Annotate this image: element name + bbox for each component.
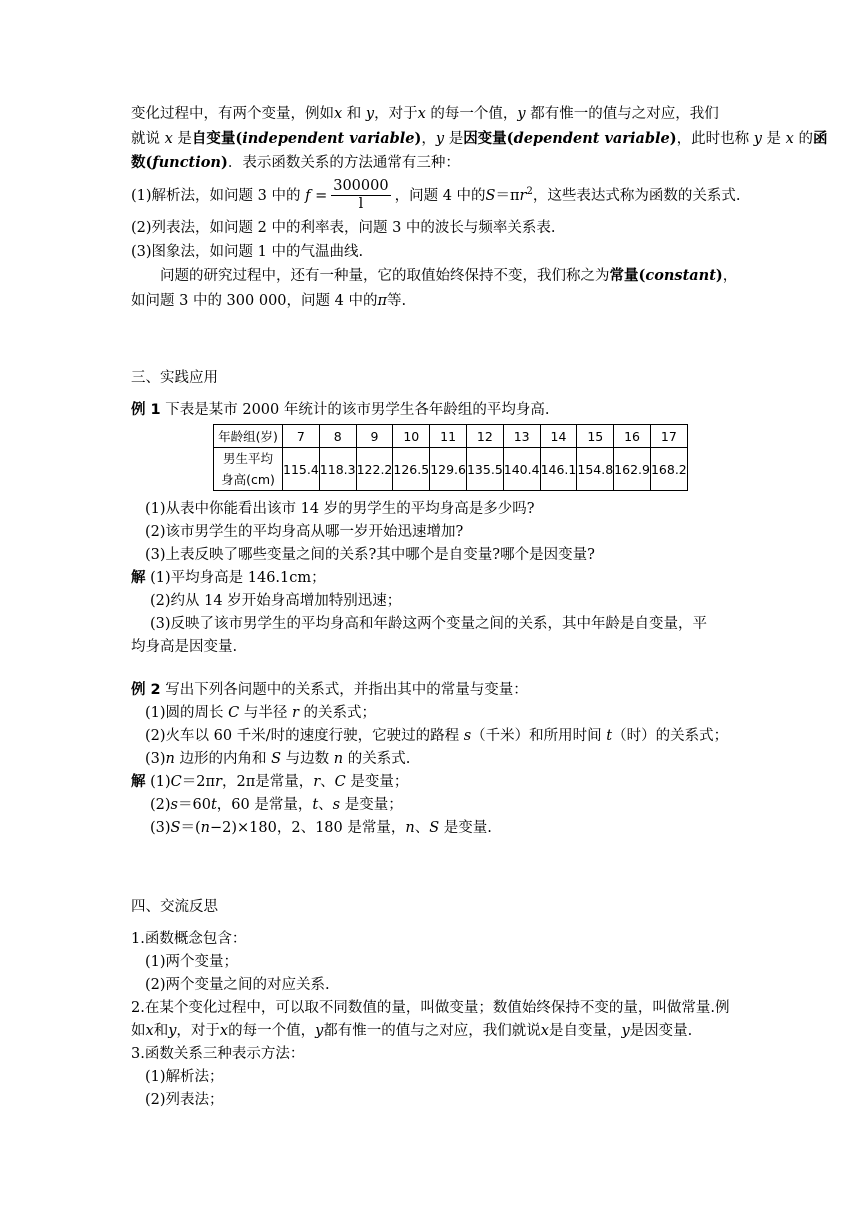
age-cell: 10 [393,425,430,448]
height-cell: 154.8 [577,448,614,491]
height-cell: 118.3 [319,448,356,491]
example-1-answer-1: 解 (1)平均身高是 146.1cm； [131,570,326,586]
table-row [214,425,688,448]
age-cell: 7 [283,425,320,448]
example-1-line: 例 1 下表是某市 2000 年统计的该市男学生各年龄组的平均身高. [131,402,550,418]
fraction: $\frac{300000}{l}$ [333,178,389,213]
constant-line-1: 问题的研究过程中，还有一种量，它的取值始终保持不变，我们称之为常量(constant)， [160,267,738,284]
age-cell: 12 [466,425,503,448]
summary-2-line-2: 如x和y，对于x的每一个值，y都有惟一的值与之对应，我们就说x是自变量，y是因变量. [131,1023,693,1039]
height-cell: 135.5 [466,448,503,491]
height-cell: 115.4 [283,448,320,491]
solution-label: 解 [131,570,146,586]
example-1-question-1: (1)从表中你能看出该市 14 岁的男学生的平均身高是多少吗? [145,501,535,517]
example-1-question-2: (2)该市男学生的平均身高从哪一岁开始迅速增加? [145,524,464,540]
example-2-question-3: (3)n 边形的内角和 S 与边数 n 的关系式. [145,751,411,767]
example-1-answer-2: (2)约从 14 岁开始身高增加特别迅速； [150,593,402,609]
height-cell: 122.2 [356,448,393,491]
example-2-answer-3: (3)S＝(n−2)×180，2、180 是常量，n、S 是变量. [150,820,492,836]
height-cell: 162.9 [614,448,651,491]
example-2-question-1: (1)圆的周长 C 与半径 r 的关系式； [145,705,377,721]
age-cell: 14 [540,425,577,448]
age-header-cell: 年龄组(岁) [214,425,283,448]
height-cell: 129.6 [430,448,467,491]
age-cell: 16 [614,425,651,448]
section-3-title: 三、实践应用 [131,370,218,386]
age-cell: 15 [577,425,614,448]
example-1-answer-3: (3)反映了该市男学生的平均身高和年龄这两个变量之间的关系，其中年龄是自变量，平 [150,616,708,632]
section-4-title: 四、交流反思 [131,899,218,915]
summary-1b: (2)两个变量之间的对应关系. [145,977,330,993]
height-cell: 140.4 [503,448,540,491]
height-cell: 126.5 [393,448,430,491]
height-cell: 146.1 [540,448,577,491]
method-2-line: (2)列表法，如问题 2 中的利率表，问题 3 中的波长与频率关系表. [131,220,556,236]
height-cell: 168.2 [650,448,687,491]
example-2-answer-1: 解 (1)C＝2πr，2π是常量，r、C 是变量； [131,774,409,790]
age-cell: 8 [319,425,356,448]
solution-label: 解 [131,774,146,790]
example-2-line: 例 2 写出下列各问题中的关系式，并指出其中的常量与变量： [131,682,528,698]
intro-line-1: 变化过程中，有两个变量，例如x 和 y，对于x 的每一个值，y 都有惟一的值与之对应，我们 [131,106,719,122]
example-2-label: 例 2 [131,682,161,698]
method-3-line: (3)图象法，如问题 1 中的气温曲线. [131,244,364,260]
intro-line-2: 就说 x 是自变量(independent variable)，y 是因变量(dependent variable)，此时也称 y 是 x 的函 [131,130,828,147]
term-constant: 常量(constant) [609,267,723,284]
example-2-question-2: (2)火车以 60 千米/时的速度行驶，它驶过的路程 s（千米）和所用时间 t（时）的关系式； [145,728,729,744]
table-row [214,448,688,491]
term-independent-variable: 自变量(independent variable) [191,130,422,147]
age-cell: 11 [430,425,467,448]
example-2-answer-2: (2)s＝60t，60 是常量，t、s 是变量； [150,797,403,813]
example-1-label: 例 1 [131,402,161,418]
summary-3: 3.函数关系三种表示方法： [131,1046,305,1062]
constant-line-2: 如问题 3 中的 300 000，问题 4 中的π等. [131,293,407,309]
height-header-cell: 男生平均 身高(cm) [214,448,283,491]
term-function: 数(function) [131,154,228,171]
example-1-answer-3-cont: 均身高是因变量. [131,639,238,655]
example-1-question-3: (3)上表反映了哪些变量之间的关系?其中哪个是自变量?哪个是因变量? [145,547,595,563]
intro-line-3: 数(function)．表示函数关系的方法通常有三种： [131,154,460,171]
summary-3b: (2)列表法； [145,1092,224,1108]
summary-1: 1.函数概念包含： [131,931,247,947]
age-cell: 17 [650,425,687,448]
summary-1a: (1)两个变量； [145,954,239,970]
age-cell: 9 [356,425,393,448]
summary-2-line-1: 2.在某个变化过程中，可以取不同数值的量，叫做变量；数值始终保持不变的量，叫做常量.例 [131,1000,730,1016]
age-cell: 13 [503,425,540,448]
method-1-line: (1)解析法，如问题 3 中的 f = $\frac{300000}{l}$ ，问题 4 中的$S=\pi r^2$，这些表达式称为函数的关系式. [131,178,741,213]
term-dependent-variable: 因变量(dependent variable) [463,130,677,147]
summary-3a: (1)解析法； [145,1069,224,1085]
height-table [213,424,688,491]
